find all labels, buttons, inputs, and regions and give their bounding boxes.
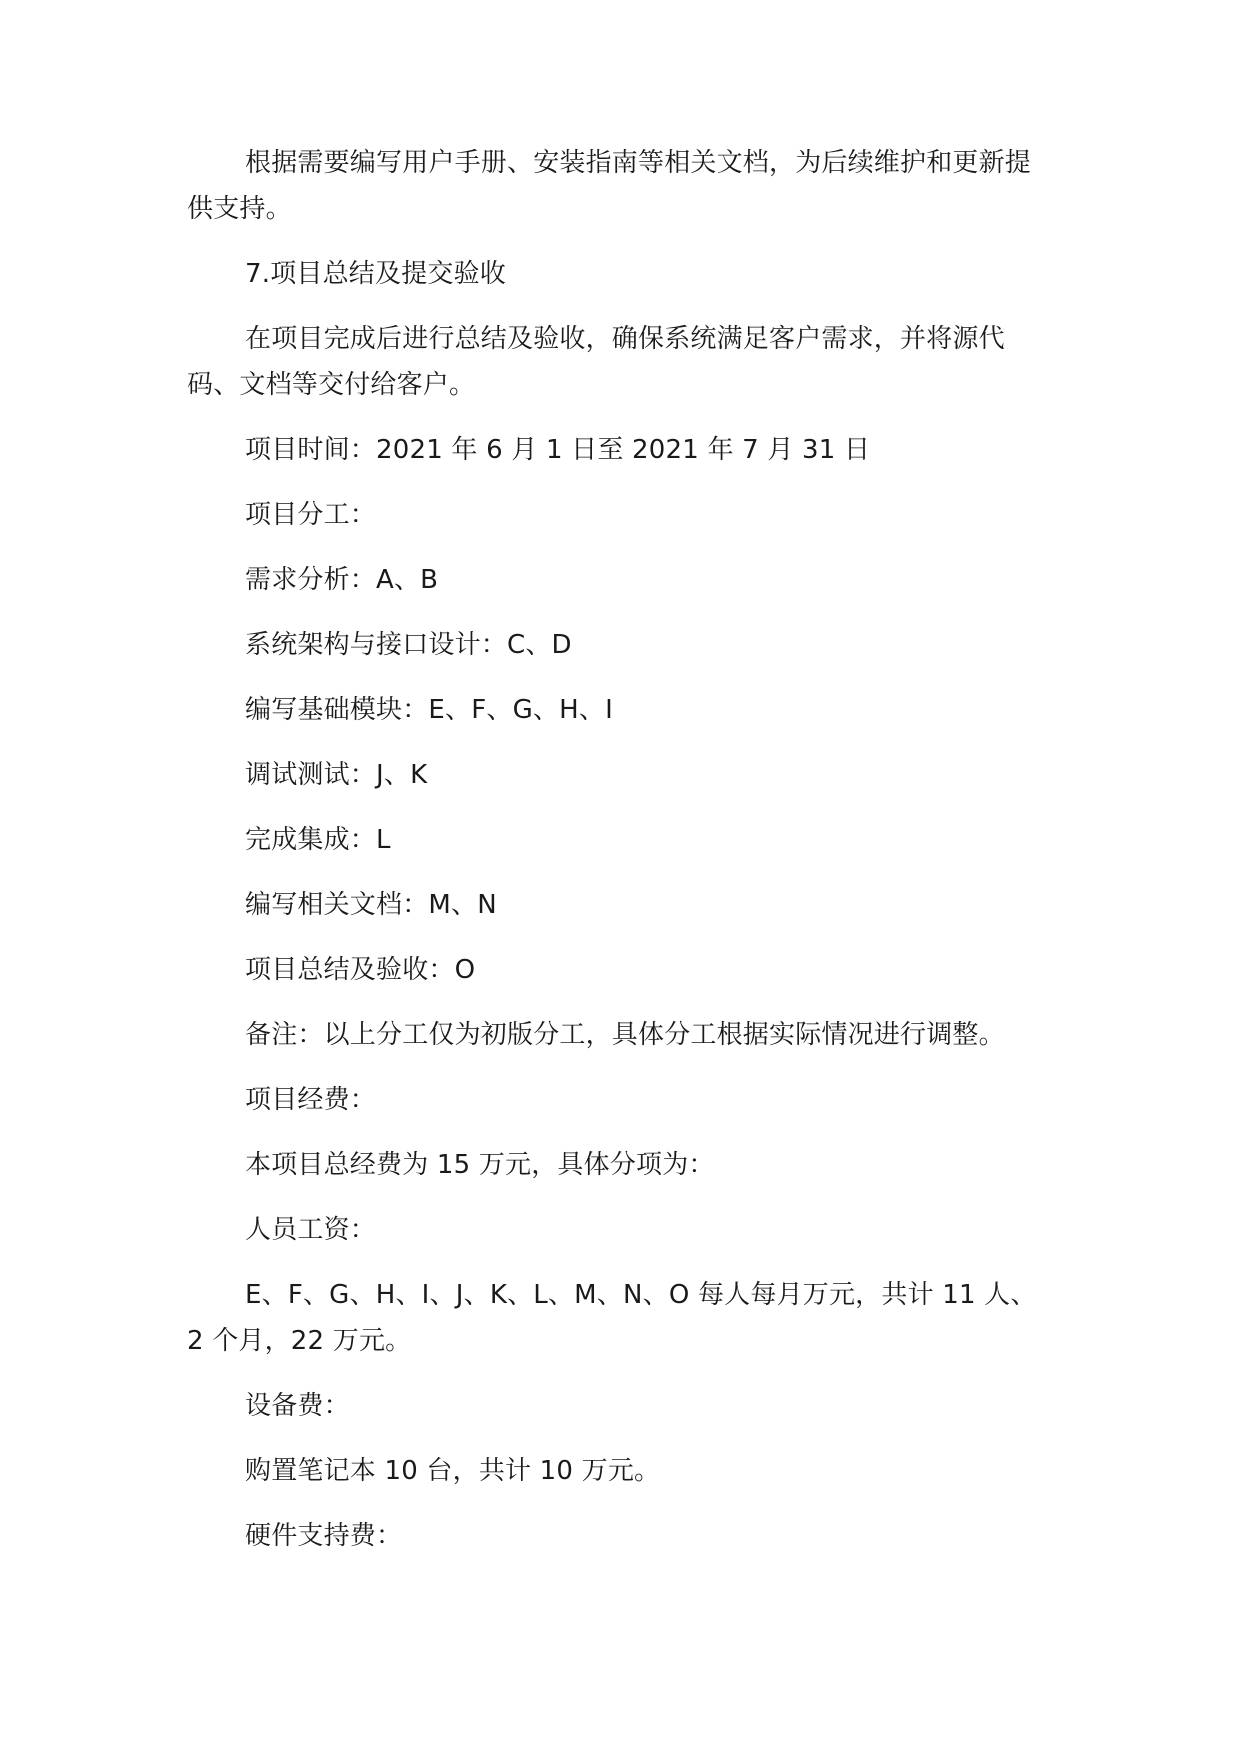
section-heading-summary-acceptance: 7.项目总结及提交验收 — [245, 259, 507, 289]
task-summary-acceptance: 项目总结及验收：O — [245, 955, 476, 985]
task-architecture-interface: 系统架构与接口设计：C、D — [245, 630, 572, 660]
salary-detail: E、F、G、H、I、J、K、L、M、N、O 每人每月万元，共计 11 人、2 个月，22 万元。 — [187, 1280, 1037, 1356]
division-of-labor-heading: 项目分工： — [245, 500, 377, 530]
task-debug-testing: 调试测试：J、K — [245, 760, 428, 790]
task-documentation: 编写相关文档：M、N — [245, 890, 497, 920]
paragraph-acceptance: 在项目完成后进行总结及验收，确保系统满足客户需求，并将源代码、文档等交付给客户。 — [187, 324, 1005, 400]
note: 备注：以上分工仅为初版分工，具体分工根据实际情况进行调整。 — [245, 1020, 1005, 1050]
task-requirements-analysis: 需求分析：A、B — [245, 565, 439, 595]
equipment-heading: 设备费： — [245, 1391, 350, 1421]
task-base-modules: 编写基础模块：E、F、G、H、I — [245, 695, 613, 725]
salary-heading: 人员工资： — [245, 1215, 377, 1245]
document-body — [187, 140, 1037, 1578]
hardware-support-heading: 硬件支持费： — [245, 1521, 403, 1551]
task-integration: 完成集成：L — [245, 825, 391, 855]
equipment-detail: 购置笔记本 10 台，共计 10 万元。 — [245, 1456, 661, 1486]
paragraph-documentation: 根据需要编写用户手册、安装指南等相关文档，为后续维护和更新提供支持。 — [187, 148, 1032, 224]
budget-total: 本项目总经费为 15 万元，具体分项为： — [245, 1150, 715, 1180]
project-time: 项目时间：2021 年 6 月 1 日至 2021 年 7 月 31 日 — [245, 435, 871, 465]
budget-heading: 项目经费： — [245, 1085, 377, 1115]
